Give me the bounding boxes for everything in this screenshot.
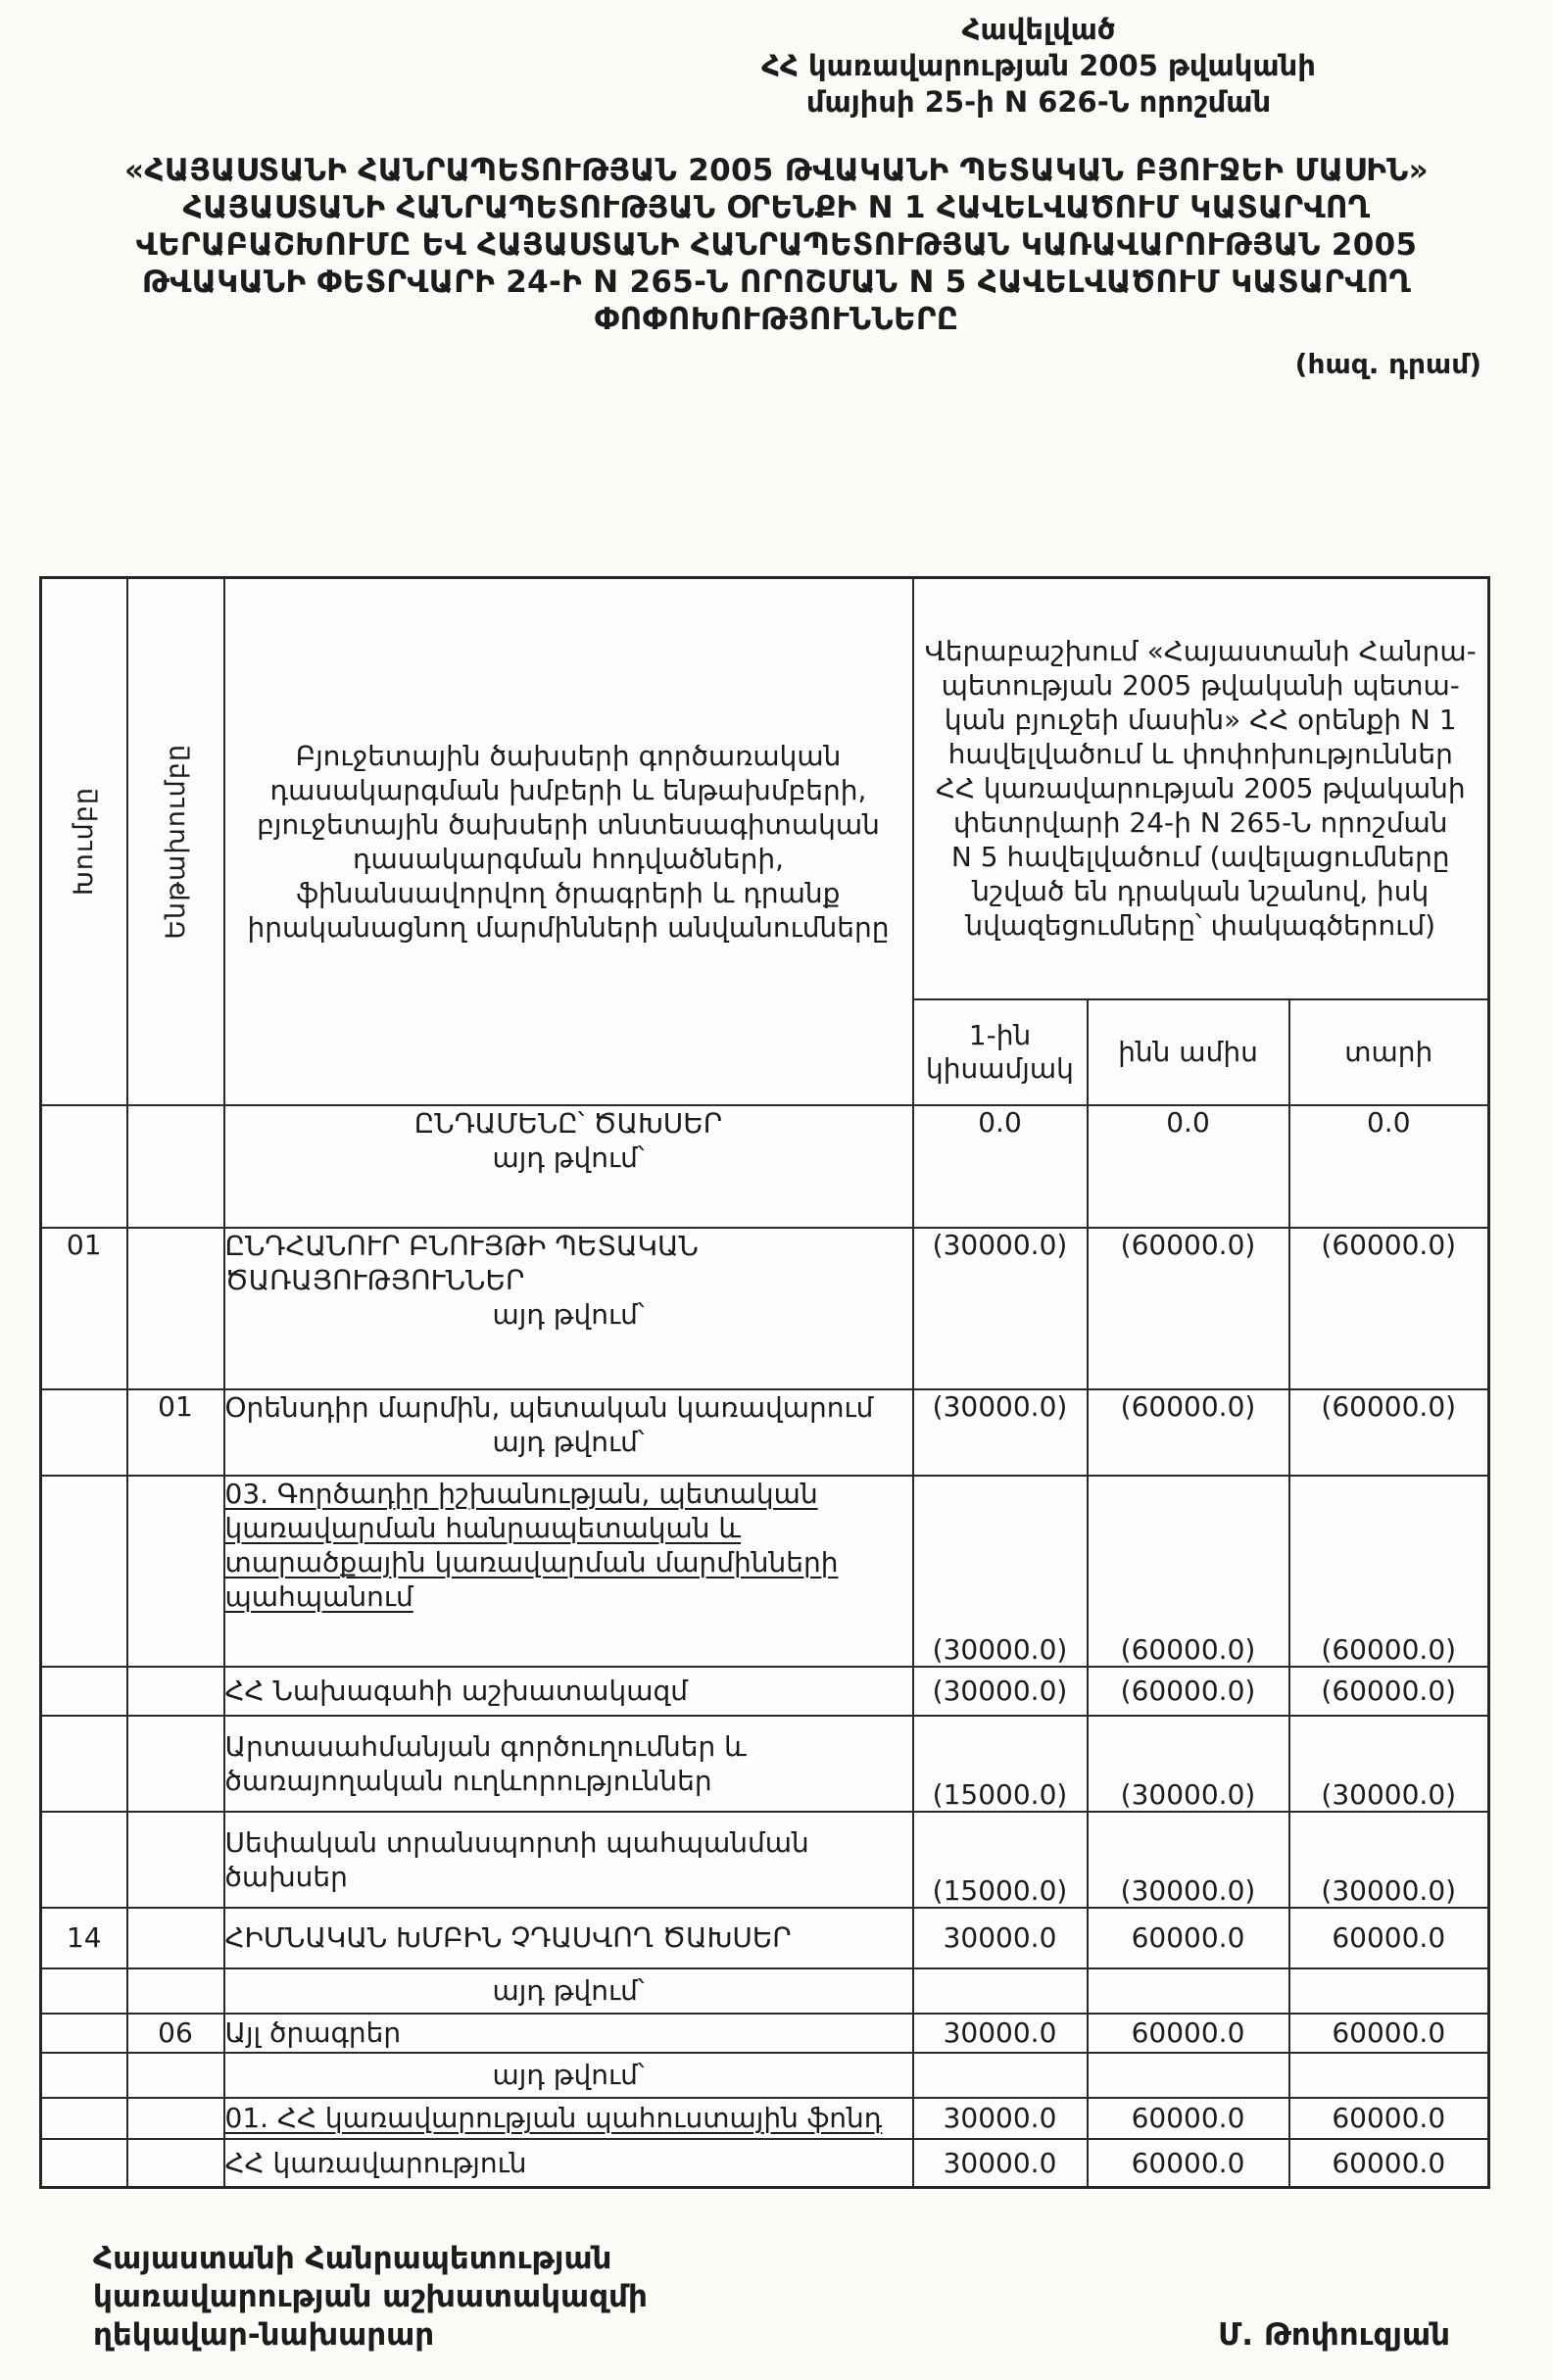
- value-year-cell: (60000.0): [1289, 1476, 1489, 1667]
- table-row: [41, 2098, 1489, 2139]
- line-name-cell: [224, 2053, 913, 2098]
- subgroup-code-cell: [127, 1228, 224, 1389]
- subgroup-code-cell: [127, 1968, 224, 2014]
- text-line: նվազեցումները՝ փակագծերում): [965, 909, 1436, 943]
- line-name-text: ՀԻՄՆԱԿԱՆ ԽՄԲԻՆ ՉԴԱՍՎՈՂ ԾԱԽՍԵՐ: [224, 1921, 792, 1954]
- text-line: Բյուջետային ծախսերի գործառական: [295, 739, 842, 772]
- text-line: ՀՀ կառավարության 2005 թվականի: [761, 49, 1316, 82]
- text-line: բյուջետային ծախսերի տնտեսագիտական: [257, 807, 880, 841]
- value-year-cell: 60000.0: [1289, 2098, 1489, 2139]
- line-name-text: Այլ ծրագրեր: [224, 2016, 402, 2049]
- value-year-cell: 60000.0: [1289, 2014, 1489, 2053]
- table-body: [41, 1105, 1489, 2188]
- of-which-label: այդ թվում՝: [492, 1297, 645, 1331]
- value-nine-months-cell: 0.0: [1088, 1105, 1289, 1228]
- text-line: պետության 2005 թվականի պետա-: [941, 669, 1460, 703]
- text-line: Հայաստանի Հանրապետության: [93, 2241, 612, 2276]
- value-half-year-cell: 0.0: [913, 1105, 1088, 1228]
- value-half-year-cell: [913, 1968, 1088, 2014]
- line-name-cell: [224, 1476, 913, 1667]
- table-header-row: [41, 578, 1489, 999]
- signer-name: Մ. Թոփուզյան: [1218, 2317, 1450, 2353]
- value-half-year-cell: [913, 2053, 1088, 2098]
- table-row: [41, 1476, 1489, 1667]
- line-name-text: Արտասահմանյան գործուղումներ և ծառայողական ուղևորություններ: [224, 1729, 747, 1797]
- text-line: ՀՀ կառավարության 2005 թվականի: [935, 772, 1466, 805]
- text-line: ՎԵՐԱԲԱՇԽՈՒՄԸ ԵՎ ՀԱՅԱՍՏԱՆԻ ՀԱՆՐԱՊԵՏՈՒԹՅԱՆ ԿԱՌԱՎԱՐՈՒԹՅԱՆ 2005: [135, 227, 1418, 263]
- value-nine-months-cell: (30000.0): [1088, 1716, 1289, 1812]
- text-line: ղեկավար-նախարար: [93, 2317, 435, 2353]
- line-name-text: ՀՀ Նախագահի աշխատակազմ: [224, 1675, 688, 1707]
- line-name-text: 03. Գործադիր իշխանության, պետական կառավարման հանրապետական և տարածքային կառավարման մարմինների պահպանում: [224, 1477, 839, 1613]
- line-name-cell: [224, 2098, 913, 2139]
- line-name-text: Սեփական տրանսպորտի պահպանման ծախսեր: [224, 1825, 809, 1893]
- value-year-cell: [1289, 1968, 1489, 2014]
- of-which-label: այդ թվում՝: [492, 1974, 645, 2007]
- text-line: մայիսի 25-ի N 626-Ն որոշման: [805, 85, 1272, 119]
- subgroup-code-cell: [127, 2098, 224, 2139]
- value-half-year-cell: 30000.0: [913, 2014, 1088, 2053]
- group-code-cell: [41, 2014, 127, 2053]
- group-code-cell: [41, 2098, 127, 2139]
- group-code-cell: [41, 1105, 127, 1228]
- table-row: [41, 1812, 1489, 1908]
- col-header-names: [224, 578, 913, 1105]
- text-line: կառավարության աշխատակազմի: [93, 2279, 648, 2314]
- value-half-year-cell: 30000.0: [913, 2139, 1088, 2188]
- value-half-year-cell: (15000.0): [913, 1716, 1088, 1812]
- of-which-label: այդ թվում՝: [492, 2059, 645, 2091]
- table-row: [41, 1228, 1489, 1389]
- value-nine-months-cell: (60000.0): [1088, 1389, 1289, 1476]
- value-nine-months-cell: (60000.0): [1088, 1476, 1289, 1667]
- text-line: փետրվարի 24-ի N 265-Ն որոշման: [953, 806, 1448, 840]
- line-name-text: ԸՆԴԱՄԵՆԸ՝ ԾԱԽՍԵՐ: [413, 1106, 723, 1140]
- table-row: [41, 2014, 1489, 2053]
- line-name-text: ԸՆԴՀԱՆՈՒՐ ԲՆՈՒՅԹԻ ՊԵՏԱԿԱՆ ԾԱՌԱՅՈՒԹՅՈՒՆՆԵՐ: [224, 1229, 699, 1296]
- value-nine-months-cell: (60000.0): [1088, 1228, 1289, 1389]
- line-name-cell: [224, 1228, 913, 1389]
- text-line: հավելվածում և փոփոխություններ: [947, 738, 1453, 771]
- line-name-cell: [224, 1105, 913, 1228]
- line-name-cell: [224, 1389, 913, 1476]
- group-code-cell: [41, 1667, 127, 1716]
- table-row: [41, 1968, 1489, 2014]
- line-name-cell: [224, 1667, 913, 1716]
- text-line: ՓՈՓՈԽՈՒԹՅՈՒՆՆԵՐԸ: [594, 302, 959, 337]
- value-nine-months-cell: (60000.0): [1088, 1667, 1289, 1716]
- subgroup-code-cell: [127, 1105, 224, 1228]
- group-code-cell: 01: [41, 1228, 127, 1389]
- value-year-cell: (60000.0): [1289, 1228, 1489, 1389]
- subgroup-code-cell: [127, 2139, 224, 2188]
- text-line: ԹՎԱԿԱՆԻ ՓԵՏՐՎԱՐԻ 24-Ի N 265-Ն ՈՐՈՇՄԱՆ N 5 ՀԱՎԵԼՎԱԾՈՒՄ ԿԱՏԱՐՎՈՂ: [141, 265, 1412, 300]
- value-nine-months-cell: [1088, 1968, 1289, 2014]
- text-line: N 5 հավելվածում (ավելացումները: [950, 841, 1450, 874]
- col-header-year: տարի: [1289, 999, 1489, 1105]
- group-code-cell: [41, 1389, 127, 1476]
- text-line: «ՀԱՅԱՍՏԱՆԻ ՀԱՆՐԱՊԵՏՈՒԹՅԱՆ 2005 ԹՎԱԿԱՆԻ ՊԵՏԱԿԱՆ ԲՅՈՒՋԵԻ ՄԱՍԻՆ»: [124, 153, 1429, 188]
- value-year-cell: (30000.0): [1289, 1812, 1489, 1908]
- text-line: ֆինանսավորվող ծրագրերի և դրանք: [296, 876, 841, 909]
- value-nine-months-cell: [1088, 2053, 1289, 2098]
- value-half-year-cell: (30000.0): [913, 1476, 1088, 1667]
- value-half-year-cell: 30000.0: [913, 1908, 1088, 1968]
- subgroup-code-cell: [127, 1716, 224, 1812]
- text-line: Հավելված: [961, 13, 1116, 46]
- col-header-subgroup: [127, 578, 224, 1105]
- table-row: [41, 2139, 1489, 2188]
- value-half-year-cell: (30000.0): [913, 1667, 1088, 1716]
- line-name-text: Օրենսդիր մարմին, պետական կառավարում: [224, 1390, 874, 1424]
- group-code-cell: [41, 2053, 127, 2098]
- signer-title: [93, 2240, 648, 2355]
- value-nine-months-cell: 60000.0: [1088, 2098, 1289, 2139]
- value-year-cell: 60000.0: [1289, 2139, 1489, 2188]
- text-line: նշված են դրական նշանով, իսկ: [972, 875, 1430, 908]
- value-half-year-cell: (30000.0): [913, 1228, 1088, 1389]
- line-name-cell: [224, 2014, 913, 2053]
- group-code-cell: [41, 1476, 127, 1667]
- col-header-group: [41, 578, 127, 1105]
- value-half-year-cell: (30000.0): [913, 1389, 1088, 1476]
- value-half-year-cell: (15000.0): [913, 1812, 1088, 1908]
- unit-note: (հազ. դրամ): [1294, 348, 1481, 380]
- text-line: դասակարգման խմբերի և ենթախմբերի,: [269, 773, 867, 806]
- col-header-half-year: 1-ին կիսամյակ: [913, 999, 1088, 1105]
- value-year-cell: 60000.0: [1289, 1908, 1489, 1968]
- col-header-values: [913, 578, 1489, 999]
- line-name-cell: [224, 1908, 913, 1968]
- line-name-cell: [224, 1812, 913, 1908]
- text-line: Վերաբաշխում «Հայաստանի Հանրա-: [924, 635, 1477, 668]
- line-name-cell: [224, 1716, 913, 1812]
- value-year-cell: [1289, 2053, 1489, 2098]
- line-name-cell: [224, 1968, 913, 2014]
- col-header-nine-months: ինն ամիս: [1088, 999, 1289, 1105]
- table-row: [41, 1389, 1489, 1476]
- group-code-cell: [41, 1716, 127, 1812]
- budget-table: [39, 576, 1490, 2189]
- value-nine-months-cell: (30000.0): [1088, 1812, 1289, 1908]
- subgroup-code-cell: [127, 1812, 224, 1908]
- of-which-label: այդ թվում՝: [492, 1425, 645, 1458]
- group-code-cell: [41, 1968, 127, 2014]
- table-row: [41, 1716, 1489, 1812]
- subgroup-code-cell: [127, 1667, 224, 1716]
- value-year-cell: (30000.0): [1289, 1716, 1489, 1812]
- table-row: [41, 2053, 1489, 2098]
- group-code-cell: [41, 1812, 127, 1908]
- col-header-subgroup-label: Ենթախումբը: [160, 743, 191, 940]
- value-year-cell: (60000.0): [1289, 1667, 1489, 1716]
- value-nine-months-cell: 60000.0: [1088, 2139, 1289, 2188]
- appendix-block: [686, 0, 1391, 121]
- line-name-cell: [224, 2139, 913, 2188]
- value-year-cell: (60000.0): [1289, 1389, 1489, 1476]
- subgroup-code-cell: [127, 1476, 224, 1667]
- line-name-text: ՀՀ կառավարություն: [224, 2146, 527, 2179]
- table-row: [41, 1908, 1489, 1968]
- group-code-cell: [41, 2139, 127, 2188]
- text-line: ՀԱՅԱՍՏԱՆԻ ՀԱՆՐԱՊԵՏՈՒԹՅԱՆ ՕՐԵՆՔԻ N 1 ՀԱՎԵԼՎԱԾՈՒՄ ԿԱՏԱՐՎՈՂ: [182, 190, 1371, 225]
- value-half-year-cell: 30000.0: [913, 2098, 1088, 2139]
- table-row: [41, 1667, 1489, 1716]
- value-nine-months-cell: 60000.0: [1088, 2014, 1289, 2053]
- signature-block: [93, 2240, 1450, 2355]
- table-row: [41, 1105, 1489, 1228]
- value-nine-months-cell: 60000.0: [1088, 1908, 1289, 1968]
- text-line: դասակարգման հոդվածների,: [352, 842, 785, 875]
- document-title: [0, 152, 1553, 338]
- text-line: կան բյուջեի մասին» ՀՀ օրենքի N 1: [944, 704, 1457, 737]
- line-name-text: 01. ՀՀ կառավարության պահուստային ֆոնդ: [224, 2102, 883, 2134]
- subgroup-code-cell: 01: [127, 1389, 224, 1476]
- col-header-group-label: Խումբը: [69, 787, 100, 897]
- group-code-cell: 14: [41, 1908, 127, 1968]
- value-year-cell: 0.0: [1289, 1105, 1489, 1228]
- subgroup-code-cell: [127, 2053, 224, 2098]
- of-which-label: այդ թվում՝: [492, 1141, 645, 1174]
- text-line: իրականացնող մարմինների անվանումները: [247, 910, 890, 944]
- subgroup-code-cell: [127, 1908, 224, 1968]
- subgroup-code-cell: 06: [127, 2014, 224, 2053]
